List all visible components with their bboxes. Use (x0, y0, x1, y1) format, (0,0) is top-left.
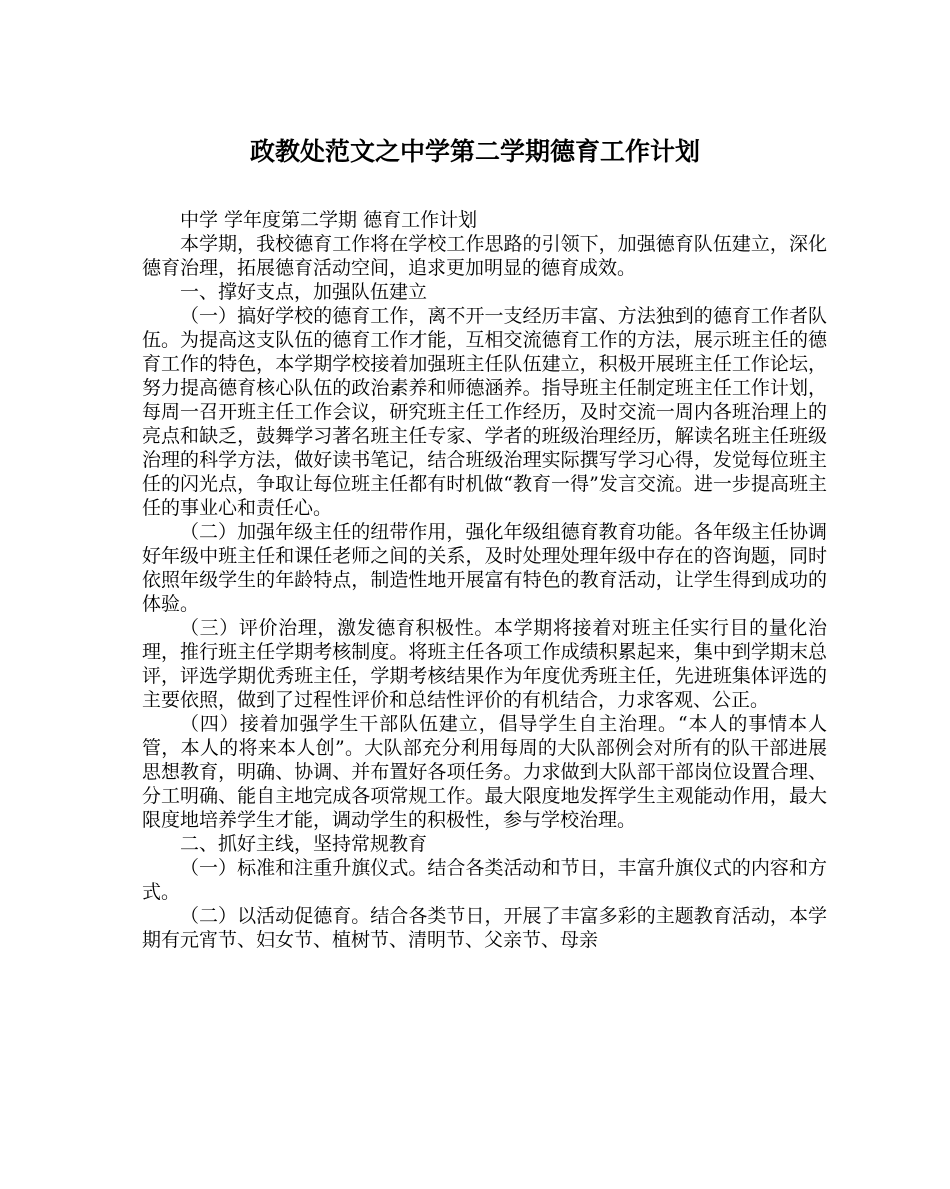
paragraph-2-2: （二）以活动促德育。结合各类节日，开展了丰富多彩的主题教育活动，本学期有元宵节、妇女节、植树节、清明节、父亲节、母亲 (142, 905, 827, 951)
paragraph-1-4: （四）接着加强学生干部队伍建立，倡导学生自主治理。“本人的事情本人管，本人的将来本人创”。大队部充分利用每周的大队部例会对所有的队干部进展思想教育，明确、协调、并布置好各项任务。力求做到大队部干部岗位设置合理、分工明确、能自主地完成各项常规工作。最大限度地发挥学生主观能动作用，最大限度地培养学生才能，调动学生的积极性，参与学校治理。 (142, 713, 827, 831)
document-title: 政教处范文之中学第二学期德育工作计划 (249, 137, 700, 166)
paragraph-subtitle: 中学 学年度第二学期 德育工作计划 (180, 209, 478, 231)
paragraph-2-1: （一）标准和注重升旗仪式。结合各类活动和节日，丰富升旗仪式的内容和方式。 (142, 857, 827, 903)
paragraph-1-1: （一）搞好学校的德育工作，离不开一支经历丰富、方法独到的德育工作者队伍。为提高这支队伍的德育工作才能，互相交流德育工作的方法，展示班主任的德育工作的特色，本学期学校接着加强班主任队伍建立，积极开展班主任工作论坛，努力提高德育核心队伍的政治素养和师德涵养。指导班主任制定班主任工作计划，每周一召开班主任工作会议，研究班主任工作经历，及时交流一周内各班治理上的亮点和缺乏，鼓舞学习著名班主任专家、学者的班级治理经历，解读名班主任班级治理的科学方法，做好读书笔记，结合班级治理实际撰写学习心得，发觉每位班主任的闪光点，争取让每位班主任都有时机做“教育一得”发言交流。进一步提高班主任的事业心和责任心。 (142, 305, 827, 519)
paragraph-1-3: （三）评价治理，激发德育积极性。本学期将接着对班主任实行目的量化治理，推行班主任学期考核制度。将班主任各项工作成绩积累起来，集中到学期末总评，评选学期优秀班主任，学期考核结果作为年度优秀班主任，先进班集体评选的主要依照，做到了过程性评价和总结性评价的有机结合，力求客观、公正。 (142, 617, 827, 711)
section-heading-1: 一、撑好支点，加强队伍建立 (180, 281, 428, 303)
paragraph-1-2: （二）加强年级主任的纽带作用，强化年级组德育教育功能。各年级主任协调好年级中班主任和课任老师之间的关系，及时处理处理年级中存在的咨询题，同时依照年级学生的年龄特点，制造性地开展富有特色的教育活动，让学生得到成功的体验。 (142, 521, 827, 615)
section-heading-2: 二、抓好主线，坚持常规教育 (180, 833, 428, 855)
paragraph-intro: 本学期，我校德育工作将在学校工作思路的引领下，加强德育队伍建立，深化德育治理，拓展德育活动空间，追求更加明显的德育成效。 (142, 233, 827, 279)
document-body (142, 208, 827, 952)
